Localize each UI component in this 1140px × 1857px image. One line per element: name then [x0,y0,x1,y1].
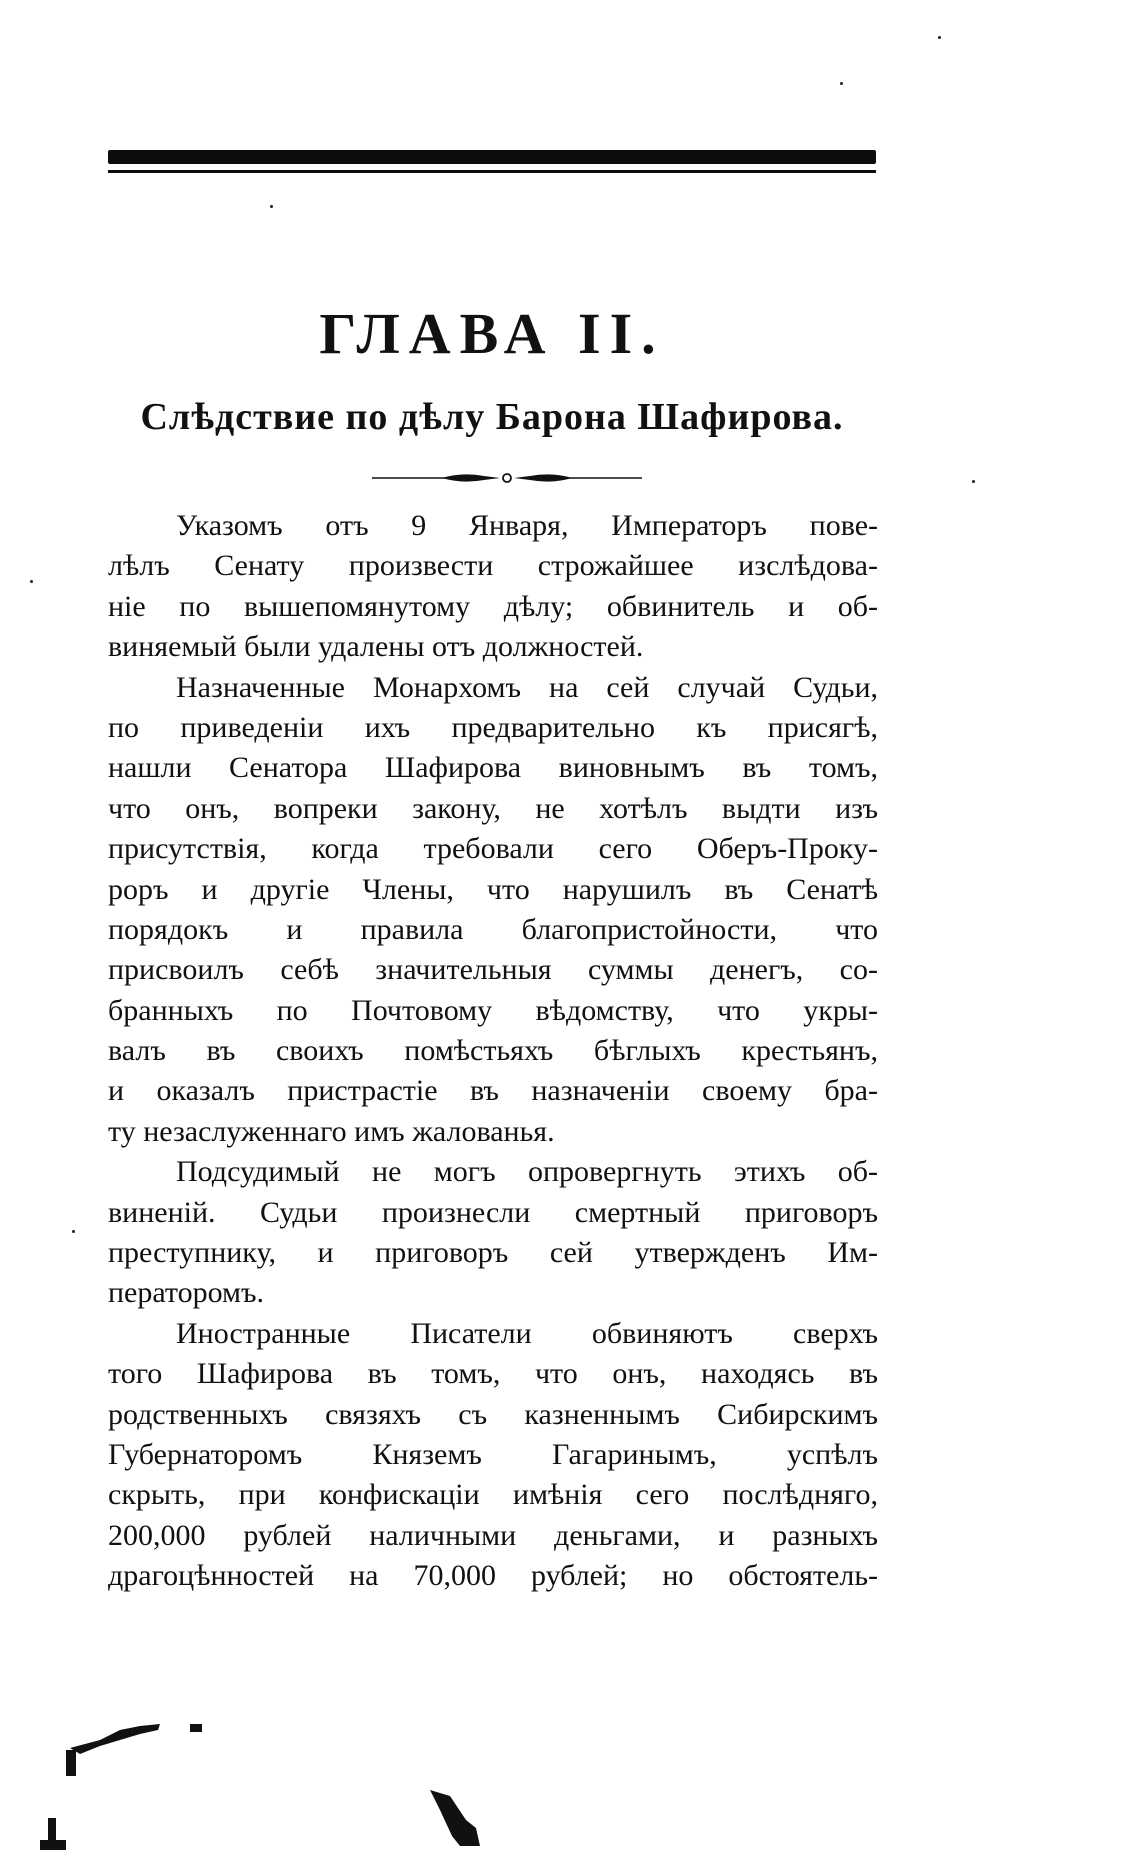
header-thin-rule [108,170,876,173]
text-line: присутствія, когда требовали сего Оберъ-Проку- [108,832,878,866]
text-line: виненій. Судьи произнесли смертный приговоръ [108,1195,878,1229]
ornament-divider-icon [372,470,642,486]
text-line: валъ въ своихъ помѣстьяхъ бѣглыхъ крестьянъ, [108,1034,878,1068]
paragraph [108,506,878,668]
paragraph [108,1314,878,1597]
text-line: по приведеніи ихъ предварительно къ присягѣ, [108,710,878,744]
ink-smudge-icon [420,1780,500,1850]
text-line: Указомъ отъ 9 Января, Императоръ пове- [176,509,878,542]
text-line: драгоцѣнностей на 70,000 рублей; но обстоятель- [108,1559,878,1593]
paragraph [108,1152,878,1314]
speck [30,580,33,583]
speck [938,36,941,39]
text-line: родственныхъ связяхъ съ казненнымъ Сибирскимъ [108,1397,878,1431]
speck [972,480,975,483]
text-line: нашли Сенатора Шафирова виновнымъ въ томъ, [108,751,878,785]
chapter-title: ГЛАВА II. [319,301,665,366]
text-line: порядокъ и правила благопристойности, что [108,912,878,946]
text-line: присвоилъ себѣ значительныя суммы денегъ, со- [108,953,878,987]
text-line: что онъ, вопреки закону, не хотѣлъ выдти изъ [108,791,878,825]
paragraph [108,668,878,1153]
text-line: 200,000 рублей наличными деньгами, и разныхъ [108,1518,878,1552]
text-line: того Шафирова въ томъ, что онъ, находясь въ [108,1357,878,1391]
text-line: ніе по вышепомянутому дѣлу; обвинитель и об- [108,589,878,623]
text-line: бранныхъ по Почтовому вѣдомству, что укры- [108,993,878,1027]
text-line: лѣлъ Сенату произвести строжайшее изслѣдова- [108,549,878,583]
text-line: Подсудимый не могъ опровергнуть этихъ об- [176,1155,878,1189]
text-line: Назначенные Монархомъ на сей случай Судьи, [176,670,878,704]
text-line: ператоромъ. [108,1276,265,1310]
text-line: и оказалъ пристрастіе въ назначеніи своему бра- [108,1074,878,1108]
header-thick-rule [108,150,876,164]
text-line: виняемый были удалены отъ должностей. [108,630,644,664]
text-line: ту незаслуженнаго имъ жалованья. [108,1114,555,1148]
speck [270,205,273,208]
text-line: скрыть, при конфискаціи имѣнія сего послѣдняго, [108,1478,878,1512]
text-line: Губернаторомъ Княземъ Гагаринымъ, успѣлъ [108,1437,878,1471]
speck [840,82,843,85]
text-line: Иностранные Писатели обвиняютъ сверхъ [176,1316,878,1350]
speck [72,1230,75,1233]
text-line: роръ и другіе Члены, что нарушилъ въ Сенатѣ [108,872,878,906]
body-text [108,506,878,1597]
ink-blot-icon [40,1700,220,1850]
chapter-subtitle: Слѣдствие по дѣлу Барона Шафирова. [140,396,844,438]
text-line: преступнику, и приговоръ сей утвержденъ Им- [108,1236,878,1270]
